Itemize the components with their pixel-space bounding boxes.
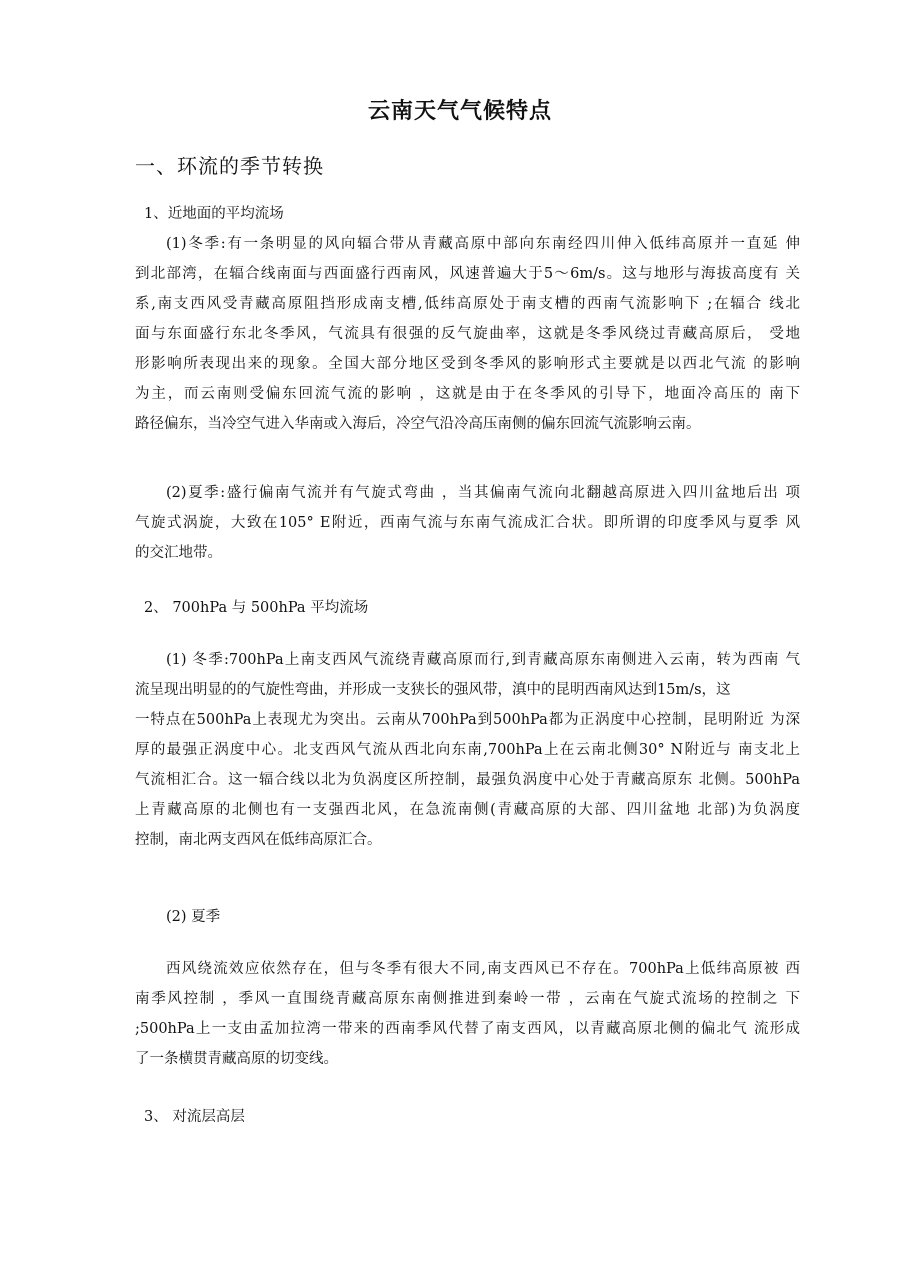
text-line: 南季风控制 ，季风一直围绕青藏高原东南侧推进到秦岭一带 ，云南在气旋式流场的控制之 下 — [135, 991, 800, 1007]
subheading-700-500hpa: 2、 700hPa 与 500hPa 平均流场 — [144, 600, 369, 616]
text-line: 西风绕流效应依然存在，但与冬季有很大不同,南支西风已不存在。700hPa上低纬高原被 西 — [166, 961, 800, 977]
text-line: (2)夏季:盛行偏南气流并有气旋式弯曲 ，当其偏南气流向北翻越高原进入四川盆地后出 项 — [166, 485, 800, 501]
text-line: 流呈现出明显的的气旋性弯曲，并形成一支狭长的强风带，滇中的昆明西南风达到15m/s，这 — [135, 682, 731, 698]
paragraph-winter-upper — [135, 645, 800, 855]
text-line: (1) 冬季:700hPa上南支西风气流绕青藏高原而行,到青藏高原东南侧进入云南，转为西南 气 — [166, 652, 800, 668]
paragraph-summer-upper — [135, 954, 800, 1074]
text-line: 上青藏高原的北侧也有一支强西北风，在急流南侧(青藏高原的大部、四川盆地 北部)为负涡度 — [135, 802, 800, 818]
text-line: 厚的最强正涡度中心。北支西风气流从西北向东南,700hPa上在云南北侧30° N附近与 南支北上 — [135, 742, 800, 758]
section-heading-circulation: 一、环流的季节转换 — [135, 154, 324, 178]
text-line: 路径偏东，当冷空气进入华南或入海后，冷空气沿冷高压南侧的偏东回流气流影响云南。 — [135, 416, 701, 432]
text-line: 的交汇地带。 — [135, 545, 222, 561]
text-line: ;500hPa上一支由孟加拉湾一带来的西南季风代替了南支西风，以青藏高原北侧的偏北气 流形成 — [135, 1021, 800, 1037]
text-line: 一特点在500hPa上表现尤为突出。云南从700hPa到500hPa都为正涡度中心控制，昆明附近 为深 — [135, 712, 800, 728]
text-line: (1)冬季:有一条明显的风向辐合带从青藏高原中部向东南经四川伸入低纬高原并一直延 伸 — [166, 236, 800, 252]
paragraph-winter-surface — [135, 229, 800, 439]
text-line: 系,南支西风受青藏高原阻挡形成南支槽,低纬高原处于南支槽的西南气流影响下 ;在辐合 线北 — [135, 296, 800, 312]
document-title: 云南天气气候特点 — [367, 98, 552, 124]
subheading-surface-flow: 1、近地面的平均流场 — [144, 206, 284, 222]
text-line: 形影响所表现出来的现象。全国大部分地区受到冬季风的影响形式主要就是以西北气流 的影响 — [135, 356, 800, 372]
text-line: 为主，而云南则受偏东回流气流的影响 ，这就是由于在冬季风的引导下，地面冷高压的 南下 — [135, 386, 800, 402]
text-line: 气流相汇合。这一辐合线以北为负涡度区所控制，最强负涡度中心处于青藏高原东 北侧。500hPa — [135, 772, 800, 788]
text-line: 到北部湾，在辐合线南面与西面盛行西南风，风速普遍大于5〜6m/s。这与地形与海拔高度有 关 — [135, 266, 800, 282]
subheading-summer: (2) 夏季 — [166, 909, 221, 925]
paragraph-summer-surface — [135, 478, 800, 568]
text-line: 气旋式涡旋，大致在105° E附近，西南气流与东南气流成汇合状。即所谓的印度季风与夏季 风 — [135, 515, 800, 531]
text-line: 控制，南北两支西风在低纬高原汇合。 — [135, 832, 382, 848]
text-line: 面与东面盛行东北冬季风，气流具有很强的反气旋曲率，这就是冬季风绕过青藏高原后， 受地 — [135, 326, 800, 342]
subheading-upper-troposphere: 3、 对流层高层 — [144, 1109, 245, 1125]
text-line: 了一条横贯青藏高原的切变线。 — [135, 1051, 338, 1067]
